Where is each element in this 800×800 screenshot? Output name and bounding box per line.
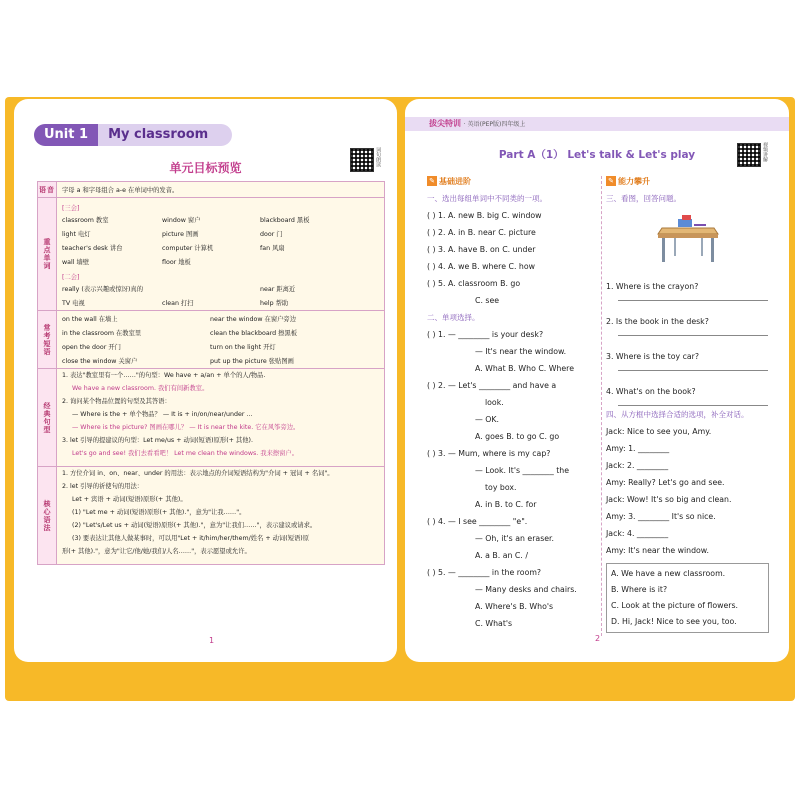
left-page — [14, 99, 397, 662]
qr-label: 视频讲解 — [762, 142, 768, 162]
option-a[interactable]: A. We have a new classroom. — [611, 569, 726, 578]
q2-item[interactable]: A. goes B. to go C. go — [475, 432, 560, 441]
word: window 窗户 — [162, 217, 201, 224]
q2-item[interactable]: ( ) 4. — I see ________ "e". — [427, 517, 528, 526]
phrase: put up the picture 张贴图画 — [210, 358, 294, 365]
word: classroom 教室 — [62, 217, 109, 224]
dialogue-line: Jack: Wow! It's so big and clean. — [606, 495, 732, 504]
unit-number: Unit 1 — [34, 124, 98, 146]
section-ability: ✎ 能力攀升 — [606, 175, 650, 187]
brand-name: 拔尖特训 — [429, 119, 461, 128]
word: floor 地板 — [162, 259, 191, 266]
q2-item: — OK. — [475, 415, 500, 424]
dialogue-line[interactable]: Amy: 1. ________ — [606, 444, 670, 453]
q2-item[interactable]: C. What's — [475, 619, 513, 628]
word: near 距离近 — [260, 286, 296, 293]
dialogue-line: Jack: Nice to see you, Amy. — [606, 427, 712, 436]
sentences-label: 经典句型 — [38, 369, 57, 466]
q3-heading: 三、看图，回答问题。 — [606, 194, 681, 203]
key-words-list1 — [62, 215, 379, 266]
phonics-label: 语音 — [38, 182, 57, 197]
word: wall 墙壁 — [62, 259, 90, 266]
answer-line[interactable] — [618, 299, 768, 301]
sentence-line: 2. 询问某个物品位置的句型及其答语： — [62, 398, 171, 405]
grammar-line: (3) 要表达让其他人做某事时，可以用"Let + it/him/her/them/姓名 + 动词(短语)原 — [72, 535, 310, 542]
key-words-list3 — [62, 298, 379, 307]
word: clean 打扫 — [162, 300, 194, 307]
q1-item[interactable]: ( ) 2. A. in B. near C. picture — [427, 228, 536, 237]
grammar-line: 形(+ 其他)."，意为"让它/他/她/我们/人名……"，表示愿望或允许。 — [62, 548, 251, 555]
unit-badge — [34, 124, 232, 146]
phrase: in the classroom 在教室里 — [62, 330, 142, 337]
q2-item[interactable]: ( ) 2. — Let's ________ and have a — [427, 381, 557, 390]
phrase: close the window 关窗户 — [62, 358, 138, 365]
q4-heading: 四、从方框中选择合适的选项，补全对话。 — [606, 410, 749, 419]
brand-sub: · 英语(PEP版)四年级上 — [463, 121, 526, 128]
q1-item[interactable]: ( ) 4. A. we B. where C. how — [427, 262, 535, 271]
q3-item: 1. Where is the crayon? — [606, 282, 699, 291]
word: TV 电视 — [62, 300, 85, 307]
q2-heading: 二、单项选择。 — [427, 313, 480, 322]
goals-title: 单元目标预览 — [169, 161, 242, 175]
key-words-list2 — [62, 284, 379, 293]
sentence-line: Let's go and see! 我们去看看吧！ Let me clean the windows. 我来擦窗户。 — [72, 450, 299, 457]
grammar-line: Let + 宾语 + 动词(短语)原形(+ 其他)。 — [72, 496, 187, 503]
q2-item: — It's near the window. — [475, 347, 567, 356]
q2-item: — Look. It's ________ the — [475, 466, 569, 475]
book-spread — [5, 97, 795, 701]
dialogue-line[interactable]: Jack: 4. ________ — [606, 529, 669, 538]
word: teacher's desk 讲台 — [62, 245, 123, 252]
pencil-icon: ✎ — [427, 176, 437, 186]
option-d[interactable]: D. Hi, Jack! Nice to see you, too. — [611, 617, 737, 626]
phrase: clean the blackboard 擦黑板 — [210, 330, 298, 337]
phrase: turn on the light 开灯 — [210, 344, 276, 351]
word: light 电灯 — [62, 231, 91, 238]
page-number-right: 2 — [595, 634, 601, 643]
key-words-sub1: [三会] — [62, 205, 80, 212]
q2-item[interactable]: A. What B. Who C. Where — [475, 364, 575, 373]
phonics-row — [38, 182, 384, 198]
dialogue-line[interactable]: Jack: 2. ________ — [606, 461, 669, 470]
q2-item[interactable]: A. Where's B. Who's — [475, 602, 554, 611]
unit-title: My classroom — [98, 124, 232, 146]
qr-code-icon[interactable] — [737, 143, 761, 167]
pencil-icon: ✎ — [606, 176, 616, 186]
sentence-line: — Where is the + 单个物品？ — It is + in/on/near/under ... — [72, 411, 253, 418]
phrase: on the wall 在墙上 — [62, 316, 118, 323]
dialogue-line: Amy: Really? Let's go and see. — [606, 478, 725, 487]
brand — [429, 118, 525, 129]
left-column — [427, 190, 599, 632]
q2-item[interactable]: ( ) 1. — ________ is your desk? — [427, 330, 544, 339]
right-page — [405, 99, 789, 662]
sentence-line: 1. 表达"教室里有一个……"的句型：We have + a/an + 单个的人/物品. — [62, 372, 266, 379]
q1-item[interactable]: ( ) 1. A. new B. big C. window — [427, 211, 542, 220]
qr-label: 词句朗读 — [375, 147, 381, 167]
word: really (表示兴趣或惊讶)真的 — [62, 286, 143, 293]
phrase: open the door 开门 — [62, 344, 121, 351]
key-words-sub2: [二会] — [62, 274, 80, 281]
q1-item[interactable]: ( ) 3. A. have B. on C. under — [427, 245, 536, 254]
word: picture 图画 — [162, 231, 199, 238]
word: fan 风扇 — [260, 245, 285, 252]
q2-item[interactable]: ( ) 5. — ________ in the room? — [427, 568, 542, 577]
page-number-left: 1 — [209, 636, 215, 645]
q2-item[interactable]: A. in B. to C. for — [475, 500, 537, 509]
q1-item[interactable]: C. see — [475, 296, 500, 305]
grammar-line: 2. let 引导的祈使句的用法： — [62, 483, 144, 490]
dialogue-line: Amy: It's near the window. — [606, 546, 709, 555]
option-c[interactable]: C. Look at the picture of flowers. — [611, 601, 739, 610]
q3-questions — [606, 278, 776, 418]
q3-item: 3. Where is the toy car? — [606, 352, 699, 361]
word: blackboard 黑板 — [260, 217, 310, 224]
sentence-line: — Where is the picture? 图画在哪儿？ — It is near the kite. 它在风筝旁边。 — [72, 424, 300, 431]
part-title: Part A（1） Let's talk & Let's play — [498, 149, 696, 161]
grammar-line: (1) "Let me + 动词(短语)原形(+ 其他)."，意为"让我……"。 — [72, 509, 246, 516]
word: help 帮助 — [260, 300, 289, 307]
grammar-row — [38, 467, 384, 564]
grammar-line: 1. 方位介词 in、on、near、under 的用法：表示地点的介词短语结构为"介词 + 冠词 + 名词"。 — [62, 470, 334, 477]
q1-item[interactable]: ( ) 5. A. classroom B. go — [427, 279, 521, 288]
key-words-label: 重点单词 — [38, 198, 57, 310]
q4-block — [606, 406, 776, 559]
phrase: near the window 在窗户旁边 — [210, 316, 297, 323]
q2-item: look. — [485, 398, 504, 407]
word: computer 计算机 — [162, 245, 214, 252]
q1-heading: 一、选出每组单词中不同类的一项。 — [427, 194, 547, 203]
phrases-row — [38, 311, 384, 369]
answer-line[interactable] — [618, 369, 768, 371]
column-divider — [601, 176, 603, 636]
desk-picture — [656, 214, 720, 264]
q2-item[interactable]: A. a B. an C. / — [475, 551, 528, 560]
sentence-line: We have a new classroom. 我们有间新教室。 — [72, 385, 209, 392]
q2-item: — Oh, it's an eraser. — [475, 534, 555, 543]
sentences-row — [38, 369, 384, 467]
options-box — [606, 563, 769, 633]
q3-item: 4. What's on the book? — [606, 387, 696, 396]
q2-item[interactable]: ( ) 3. — Mum, where is my cap? — [427, 449, 551, 458]
phonics-text: 字母 a 和字母组合 a-e 在单词中的发音。 — [62, 187, 179, 194]
phrases-label: 常考短语 — [38, 311, 57, 368]
sentence-line: 3. let 引导的提建议的句型：Let me/us + 动词(短语)原形(+ 其他). — [62, 437, 253, 444]
option-b[interactable]: B. Where is it? — [611, 585, 668, 594]
key-words-row — [38, 198, 384, 311]
grammar-line: (2) "Let's/Let us + 动词(短语)原形(+ 其他)."，意为"让我们……"，表示建议或请求。 — [72, 522, 317, 529]
right-column — [606, 190, 776, 207]
word: door 门 — [260, 231, 283, 238]
answer-line[interactable] — [618, 334, 768, 336]
dialogue-line[interactable]: Amy: 3. ________ It's so nice. — [606, 512, 716, 521]
q3-item: 2. Is the book in the desk? — [606, 317, 709, 326]
phrases-list — [62, 314, 379, 365]
section-basic: ✎ 基础进阶 — [427, 175, 471, 187]
q2-item: toy box. — [485, 483, 517, 492]
q2-item: — Many desks and chairs. — [475, 585, 577, 594]
goals-table — [37, 181, 385, 565]
grammar-label: 核心语法 — [38, 467, 57, 564]
